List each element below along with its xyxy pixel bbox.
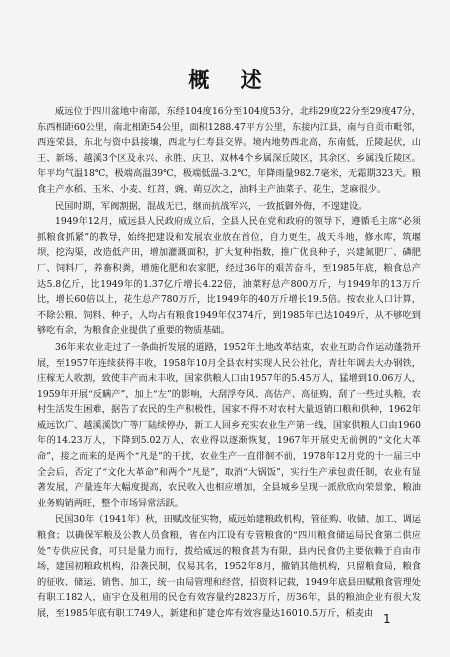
paragraph-agricultural-development: 1949年12月，威远县人民政府成立后，全县人民在党和政府的领导下，遵循毛主席“必须抓粮食抓紧”的教导，始终把建设和发展农业放在首位，自力更生，战天斗地，修水库，筑堰坝，挖沟渠，改造低产田，增加灌溉面积，扩大复种指数，推广优良种子，兴建氮肥厂、磷肥厂、饲料厂，养畜积粪，增施化肥和农家肥，经过36年的艰苦奋斗，至1985年底，粮食总产达5.8亿斤，比1949年的1.37亿斤增长4.22倍，油菜籽总产800万斤，与1949年的13万斤比，增长60倍以上，花生总产780万斤，比1949年的40万斤增长19.5倍。按农业人口计算，不除公粮、饲料、种子，人均占有粮食1949年仅374斤，到1985年已达1049斤，从不够吃到够吃有余，为粮食企业提供了重要的物质基础。 [37,216,421,337]
paragraph-agricultural-history: 36年来农业走过了一条曲折发展的道路，1952年土地改革结束，农业互助合作运动蓬勃开展，至1957年连续获得丰收，1958年10月全县农村实现人民公社化，青壮年调去大办钢铁，庄稼无人收割，致使丰产而未丰收，国家供粮人口由1957年的5.45万人，猛增到10.06万人，1959年开展“反瞒产”，加上“左”的影响，大刮浮夸风、高估产、高征购，刮了一些过头粮，农村生活发生困难，据告了农民的生产积极性，国家不得不对农村大量返销口粮和供种，1962年威远饮广、越溪溪饮广等厂陆续停办，新工人回乡充实农业生产第一线，国家供粮人口由1960年的14.23万人，下降到5.02万人，农业得以逐渐恢复，1967年开展史无前例的“文化大革命”，接之而来的是两个“凡是”的干扰，农业生产一直徘徊不前，1978年12月党的十一届三中全会后，否定了“文化大革命”和两个“凡是”，取消“大锅饭”，实行生产承包责任制，农业有显著发展，产量连年大幅度提高，农民收入也相应增加，全县城乡呈现一派欣欣向荣景象，粮油业务购销两旺，整个市场异常活跃。 [37,341,421,509]
page-title: 概 述 [188,68,274,92]
paragraph-grain-administration: 民国30年（1941年）秋，田赋改征实物，威远始建粮政机构，管征购、收储、加工、调运粮食；以确保军粮及公教人员食粮，省在内江设有专管粮食的“四川粮食储运局民食第二供应处”专供应民食，可只是量力而行，拨给威远的粮食甚为有限，县内民食仍主要依赖于自由市场，建国初粮政机构，沿袭民制，仅易其名，1952年8月，撤销其他机构，只留粮食局，粮食的征收、储运、销售、加工，统一由局管理和经营，招资料记载，1949年底县田赋粮食管理处有职工182人，庙宇仓及租用的民仓有效容量约2823万斤，历36年，县的粮油企业有很大发展，至1985年底有职工749人，新建和扩建仓库有效容量达16010.5万斤，稻麦由 [37,514,421,619]
page-number: 1 [383,612,391,626]
paragraph-republic-era: 民国时期，军阀割据，混战无已，继而抗战军兴，一致抵御外侮，不遑建设。 [55,200,368,212]
paragraph-location-overview: 威远位于四川盆地中南部，东经104度16分至104度53分，北纬29度22分至29度47分，东西相距60公里，南北相距54公里，面积1288.47平方公里，东接内江县，南与自贡市毗邻，西连荣县，东北与资中县接壤，西北与仁寿县交界。境内地势西北高，东南低，丘陵起伏，山王、新场、越溪3个区及永兴、永胜、庆卫、双林4个乡属深丘陵区，其余区、乡属浅丘陵区。年平均气温18℃，极端高温39℃，极端低温-3.2℃，年降雨量982.7毫米，无霜期323天。粮食主产水稻、玉米、小麦、红苕，豌、蒴豆次之，油料主产油菜子、花生，芝麻很少。 [37,106,421,195]
body-text [37,104,421,622]
